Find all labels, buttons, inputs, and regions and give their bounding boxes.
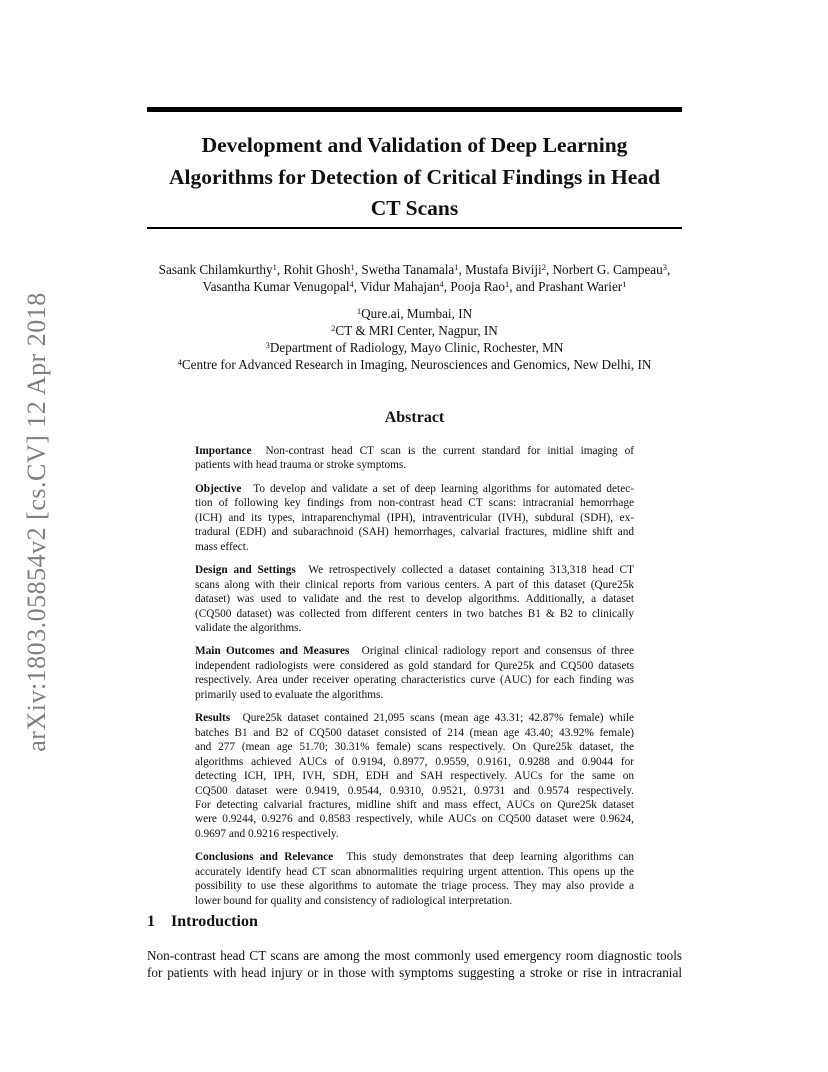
author-name: Rohit Ghosh: [283, 262, 351, 277]
author-list: [140, 261, 689, 295]
abstract-line: scans along with their clinical reports from various centers. A part of this dataset (Qure25k: [195, 578, 634, 591]
paragraph-label: Importance: [195, 445, 252, 457]
line-text: To develop and validate a set of deep learning algorithms for automated detec-: [253, 482, 634, 495]
title-top-rule: [147, 107, 682, 112]
abstract-line: batches B1 and B2 of CQ500 dataset consisted of 214 (mean age 43.40; 43.92% female): [195, 726, 634, 739]
abstract-paragraph-design: [195, 563, 634, 635]
title-line: CT Scans: [370, 196, 459, 220]
abstract-line: [195, 482, 634, 496]
abstract-line: For detecting calvarial fractures, midline shift and mass effect, AUCs on Qure25k dataset: [195, 798, 634, 811]
abstract-line: [195, 850, 634, 864]
paragraph-label: Conclusions and Relevance: [195, 851, 334, 864]
author-name: Vasantha Kumar Venugopal: [202, 279, 350, 294]
abstract-paragraph-conclusions: [195, 850, 634, 908]
author-line: Vasantha Kumar Venugopal$^4$, Vidur Mahajan$^4$, Pooja Rao$^1$, and Prashant Warier$^1$: [202, 279, 627, 294]
author-name: Pooja Rao: [450, 279, 505, 294]
affiliation-text: Department of Radiology, Mayo Clinic, Rochester, MN: [269, 340, 564, 355]
affiliation: [140, 356, 689, 373]
author-affiliation-mark: 1: [622, 279, 627, 289]
affiliation-mark: 1: [356, 306, 362, 316]
abstract-line: (CQ500 dataset) was collected from different centers in two batches B1 & B2 to clinically: [195, 607, 634, 620]
abstract-line: detecting ICH, IPH, IVH, SDH, EDH and SAH respectively. AUCs for the same on: [195, 770, 634, 783]
title-line: Algorithms for Detection of Critical Findings in Head: [168, 164, 661, 189]
section-number: 1: [147, 913, 155, 930]
author-line: Sasank Chilamkurthy$^1$, Rohit Ghosh$^1$, Swetha Tanamala$^1$, Mustafa Biviji$^2$, Norbert G. Campeau$^3$,: [158, 262, 671, 277]
affiliation-list: [140, 305, 689, 373]
affiliation-mark: 4: [177, 357, 182, 367]
line-text: We retrospectively collected a dataset containing 313,318 head CT: [308, 564, 634, 577]
paragraph-label: Results: [195, 712, 231, 725]
abstract-paragraph-importance: [195, 444, 634, 473]
abstract-line: CQ500 dataset were 0.9419, 0.9544, 0.9310, 0.9521, 0.9731 and 0.9574 respectively.: [195, 784, 634, 797]
abstract-line: accurately identify head CT scan abnormalities requiring urgent attention. This opens up the: [195, 865, 634, 878]
abstract-line: tradural (EDH) and subarachnoid (SAH) hemorrhages, calvarial fractures, midline shift and: [195, 526, 634, 539]
abstract-paragraph-results: [195, 711, 634, 841]
affiliation-text: Centre for Advanced Research in Imaging, Neurosciences and Genomics, New Delhi, IN: [181, 357, 652, 372]
body-line: Non-contrast head CT scans are among the most commonly used emergency room diagnostic tools: [147, 948, 682, 963]
author-affiliation-mark: 4: [439, 279, 444, 289]
abstract-paragraph-objective: [195, 482, 634, 554]
abstract-line: [195, 444, 634, 458]
paper-title: [140, 130, 689, 225]
author-name: Swetha Tanamala: [361, 262, 455, 277]
author-affiliation-mark: 2: [541, 262, 546, 272]
abstract-line: 0.9697 and 0.9216 respectively.: [195, 827, 339, 840]
author-affiliation-mark: 1: [454, 262, 459, 272]
author-affiliation-mark: 1: [504, 279, 510, 289]
author-name: Sasank Chilamkurthy: [158, 262, 273, 277]
line-text: Non-contrast head CT scan is the current standard for initial imaging of: [265, 445, 634, 457]
abstract-line: [195, 563, 634, 577]
paragraph-label: Design and Settings: [195, 564, 296, 577]
title-bottom-rule: [147, 227, 682, 229]
abstract-line: mass effect.: [195, 540, 249, 553]
author-affiliation-mark: 1: [272, 262, 277, 272]
abstract-line: tion of following key findings from non-contrast head CT scans: intracranial hemorrhage: [195, 497, 634, 510]
section-heading-introduction: [147, 913, 258, 931]
author-name: Mustafa Biviji: [465, 262, 542, 277]
affiliation-mark: 3: [265, 340, 270, 350]
author-name: Prashant Warier: [538, 279, 623, 294]
abstract-line: independent radiologists were considered as gold standard for Qure25k and CQ500 datasets: [195, 659, 634, 672]
abstract-line: primarily used to evaluate the algorithms.: [195, 688, 384, 701]
abstract-line: [195, 711, 634, 725]
affiliation-text: Qure.ai, Mumbai, IN: [361, 306, 473, 321]
line-text: Original clinical radiology report and consensus of three: [361, 645, 634, 658]
line-text: This study demonstrates that deep learning algorithms can: [346, 851, 635, 864]
arxiv-identifier-stamp: arXiv:1803.05854v2 [cs.CV] 12 Apr 2018: [22, 292, 51, 752]
paragraph-label: Main Outcomes and Measures: [195, 645, 350, 658]
abstract-line: [195, 644, 634, 658]
abstract-line: algorithms achieved AUCs of 0.9194, 0.8977, 0.9559, 0.9161, 0.9288 and 0.9044 for: [195, 755, 634, 768]
section-title: Introduction: [171, 913, 258, 930]
affiliation-text: CT & MRI Center, Nagpur, IN: [335, 323, 498, 338]
abstract-line: dataset) was used to validate and the rest to develop algorithms. Additionally, a dataset: [195, 593, 634, 606]
abstract-line: patients with head trauma or stroke symptoms.: [195, 459, 407, 472]
paragraph-label: Objective: [195, 482, 242, 495]
author-affiliation-mark: 4: [349, 279, 354, 289]
body-line: for patients with head injury or in those with symptoms suggesting a stroke or rise in intracranial: [147, 964, 682, 980]
title-line: Development and Validation of Deep Learning: [201, 133, 628, 157]
abstract-line: lower bound for quality and consistency of radiological interpretation.: [195, 894, 513, 907]
affiliation: [140, 322, 689, 339]
introduction-text: [147, 948, 682, 981]
abstract-line: were 0.9244, 0.9276 and 0.8583 respectively, while AUCs on CQ500 dataset were 0.9624,: [195, 813, 634, 826]
author-name: Norbert G. Campeau: [552, 262, 663, 277]
affiliation: [140, 305, 689, 322]
affiliation-mark: 2: [331, 323, 336, 333]
abstract-heading: Abstract: [384, 409, 445, 426]
affiliation: [140, 339, 689, 356]
abstract-line: (ICH) and its types, intraparenchymal (IPH), intraventricular (IVH), subdural (SDH), ex-: [195, 511, 634, 524]
abstract-body: [195, 444, 634, 917]
author-affiliation-mark: 1: [350, 262, 355, 272]
author-affiliation-mark: 3: [662, 262, 668, 272]
abstract-line: respectively. Area under receiver operating characteristics curve (AUC) for each finding was: [195, 674, 634, 687]
author-name: Vidur Mahajan: [360, 279, 440, 294]
abstract-paragraph-outcomes: [195, 644, 634, 702]
author-conjunction: and: [515, 279, 535, 294]
abstract-line: and 277 (mean age 51.70; 30.31% female) scans respectively. On Qure25k dataset, the: [195, 741, 634, 754]
abstract-line: possibility to use these algorithms to automate the triage process. They may also provide a: [195, 880, 634, 893]
line-text: Qure25k dataset contained 21,095 scans (mean age 43.31; 42.87% female) while: [242, 712, 634, 725]
abstract-line: validate the algorithms.: [195, 621, 302, 634]
